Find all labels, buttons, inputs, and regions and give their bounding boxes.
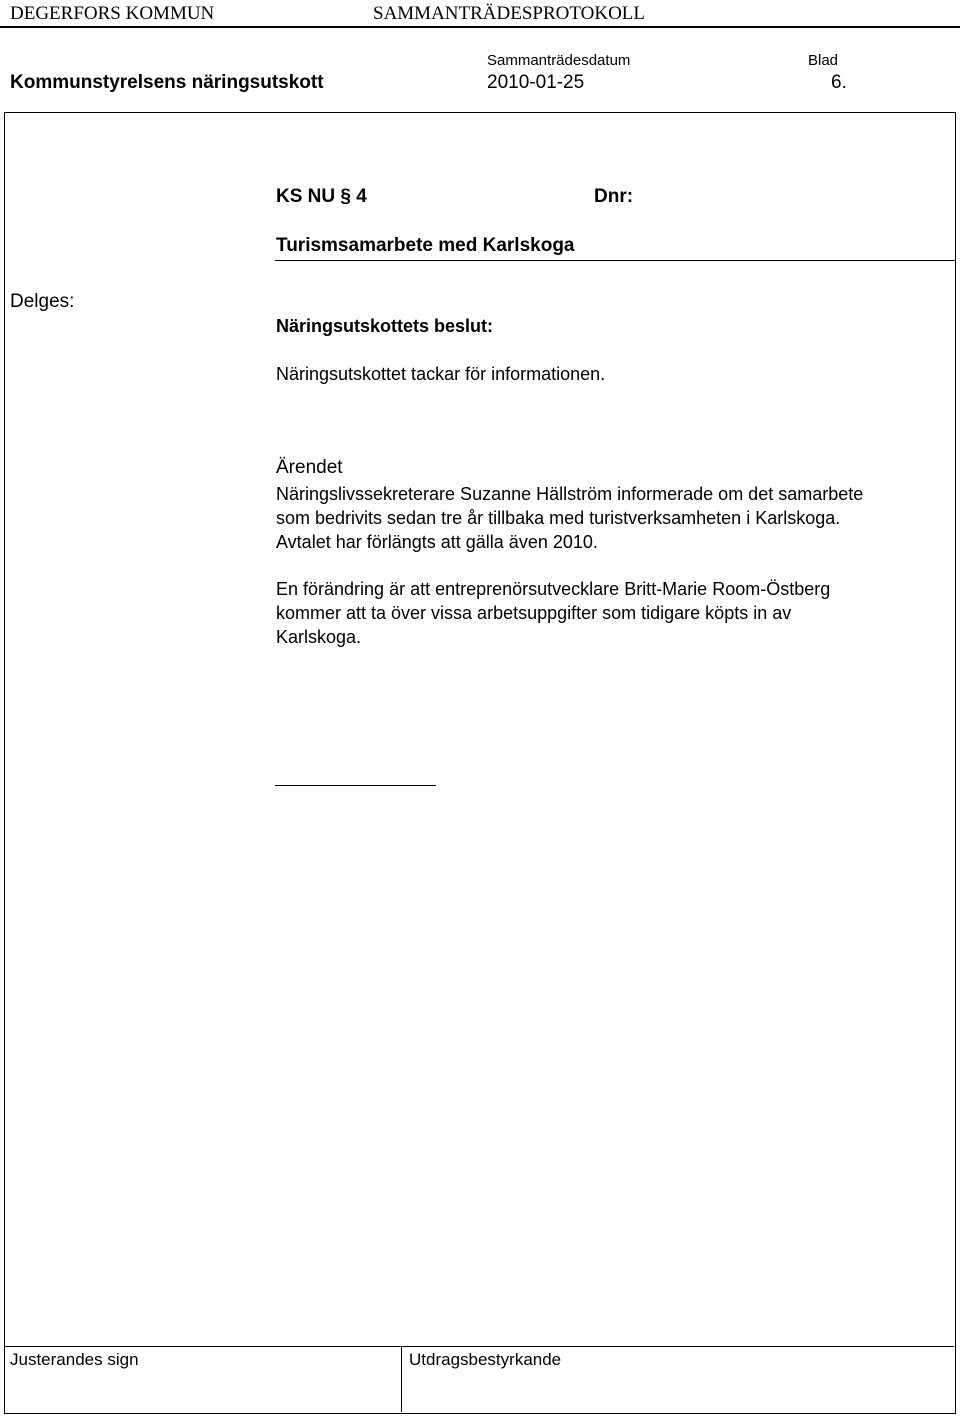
justification-label: Justerandes sign — [10, 1350, 139, 1369]
matter-heading: Ärendet — [276, 457, 343, 478]
page-number: 6. — [831, 72, 847, 93]
document-frame — [4, 112, 956, 1414]
dnr-label: Dnr: — [594, 186, 634, 207]
decision-text: Näringsutskottet tackar för informationen. — [276, 364, 606, 384]
paragraph-line: kommer att ta över vissa arbetsuppgifter som tidigare köpts in av — [276, 603, 792, 623]
paragraph-line: En förändring är att entreprenörsutvecklare Britt-Marie Room-Östberg — [276, 579, 831, 599]
matter-paragraph-2 — [276, 577, 830, 649]
footer-divider — [4, 1346, 954, 1347]
document-type: SAMMANTRÄDESPROTOKOLL — [373, 3, 646, 24]
paragraph-line: Avtalet har förlängts att gälla även 2010. — [276, 532, 598, 552]
paragraph-line: Karlskoga. — [276, 627, 362, 647]
header-rule — [0, 26, 960, 28]
case-title: Turismsamarbete med Karlskoga — [276, 235, 575, 256]
municipality-name: DEGERFORS KOMMUN — [10, 3, 215, 24]
matter-paragraph-1 — [276, 482, 863, 554]
committee-name: Kommunstyrelsens näringsutskott — [10, 72, 324, 93]
certification-label: Utdragsbestyrkande — [409, 1350, 562, 1369]
title-rule — [275, 260, 955, 261]
meeting-date: 2010-01-25 — [487, 72, 585, 93]
footer-column-divider — [401, 1346, 402, 1412]
decision-heading: Näringsutskottets beslut: — [276, 316, 494, 336]
signature-line — [275, 785, 436, 786]
case-id: KS NU § 4 — [276, 186, 367, 207]
paragraph-line: som bedrivits sedan tre år tillbaka med turistverksamheten i Karlskoga. — [276, 508, 841, 528]
paragraph-line: Näringslivssekreterare Suzanne Hällström informerade om det samarbete — [276, 484, 864, 504]
date-label: Sammanträdesdatum — [487, 52, 631, 69]
distribution-label: Delges: — [10, 291, 75, 312]
page-label: Blad — [808, 52, 839, 69]
